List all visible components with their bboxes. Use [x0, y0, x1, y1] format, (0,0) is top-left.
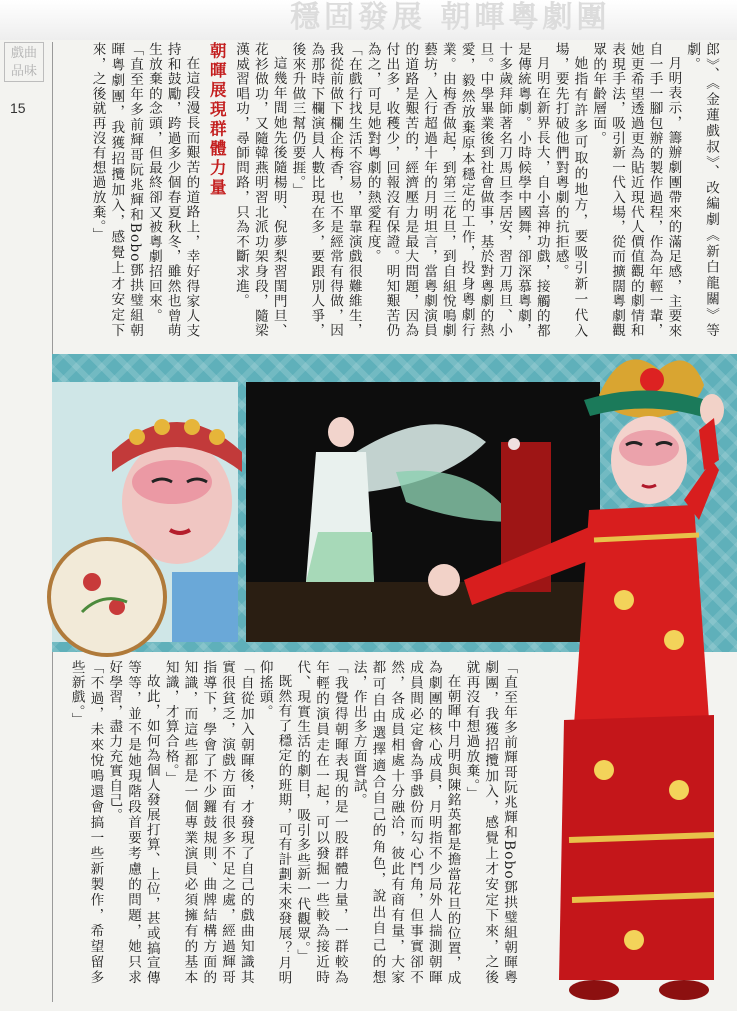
paragraph: 這幾年間她先後隨楊明、倪夢梨習閨門旦、花衫做功，又隨韓燕明習北派功架身段，隨梁漢威習唱功，尋師問路，只為不斷求進。	[233, 42, 287, 338]
paragraph: 月明表示，籌辦劇團帶來的滿足感，主要來自一手一腳包辦的製作過程，作為年輕一輩，她更希望透過更為貼近現代人價值觀的劇情和表現手法，吸引新一代入場，從而擴闊粵劇觀眾的年齡層面。	[590, 42, 682, 338]
article-top-block	[88, 42, 720, 338]
photo-portrait-with-fan	[52, 382, 238, 642]
paragraph: 在朝暉中月明與陳銘英都是擔當花旦的位置，成為劇團的核心成員，月明指不少局外人揣測朝暉成員間必定會為爭戲份而勾心鬥角，但事實卻不然，各成員相處十分融洽，彼此有商有量，大家都可自由選擇適合自己的角色，說出自己的想法，作出多方面嘗試。	[350, 660, 461, 985]
page-number: 15	[10, 100, 26, 116]
header-title: 穩固發展 朝暉粵劇團	[290, 0, 611, 35]
quote-paragraph: 「不過，未來悅鳴還會搞一些新製作，希望留多些新戲。」	[68, 660, 104, 985]
quote-paragraph: 「自從加入朝暉後，才發現了自己的戲曲知識其實很貧乏，演戲方面有很多不足之處，經過輝哥指導下，學會了不少鑼鼓規則、曲牌結構方面的知識，而這些都是一個專業演員必須擁有的基本知識，才算合格。」	[162, 660, 254, 985]
article-bottom-block	[68, 660, 518, 985]
quote-paragraph: 「在戲行找生活不容易，單靠演戲很難維生，我從前做下欄企梅香，也不是經常有得做，因為那時下欄演員人數比現在多，要跟別人爭，後來升做三幫仍要捱。」	[289, 42, 362, 338]
paragraph: 郎》、《金蓮戲叔》、改編劇《新白龍關》等劇。	[684, 42, 719, 338]
quote-paragraph: 「直至年多前輝哥阮兆輝和Bobo鄧拱璧組朝暉粵劇團，我獲招攬加入，感覺上才安定下來，之後就再沒有想過放棄。」	[89, 42, 144, 338]
paragraph: 故此，如何為個人發展打算、上位，甚或搞宣傳等等，並不是她現階段首要考慮的問題，她只求好學習，盡力充實自己。	[106, 660, 160, 985]
paragraph: 月明在新界長大，自小喜神功戲，接觸的都是傳統粵劇。小時候學中國舞，卻深慕粵劇，十多歲拜師著名刀馬旦李居安，習刀馬旦、小旦。中學畢業後到社會做事，基於對粵劇的熱愛，毅然放棄原本穩定的工作，投身粵劇行業。由梅香做起，到第三花旦，到自組悅鳴劇藝坊，入行超過十年的月明坦言，當粵劇演員的道路是艱苦的，經濟壓力是最大問題，因為付出多，收穫少，回報沒有保證。明知艱苦仍為之，可見她對粵劇的熱愛程度。	[364, 42, 550, 338]
header-band	[0, 0, 737, 40]
section-heading: 朝暉展現群體力量	[207, 42, 227, 198]
paragraph: 在這段漫長而艱苦的道路上，幸好得家人支持和鼓勵，跨過多少個春夏秋冬，雖然也曾萌生放棄的念頭，但最終卻又被粵劇招回來。	[145, 42, 200, 338]
paragraph: 她指有許多可取的地方，要吸引新一代入場，要先打破他們對粵劇的抗拒感。	[552, 42, 588, 338]
portrait-illustration	[52, 382, 238, 642]
quote-paragraph: 「直至年多前輝哥阮兆輝和Bobo鄧拱璧組朝暉粵劇團，我獲招攬加入，感覺上才安定下來，之後就再沒有想過放棄。」	[463, 660, 517, 985]
column-logo: 戲曲品味	[4, 42, 44, 82]
paragraph: 既然有了穩定的班期，可有計劃未來發展？月明仰搖頭。	[256, 660, 292, 985]
quote-paragraph: 「我覺得朝暉表現的是一股群體力量，一群較為年輕的演員走在一起，可以發掘一些較為接近時代、現實生活的劇目，吸引多些新一代觀眾。」	[294, 660, 348, 985]
